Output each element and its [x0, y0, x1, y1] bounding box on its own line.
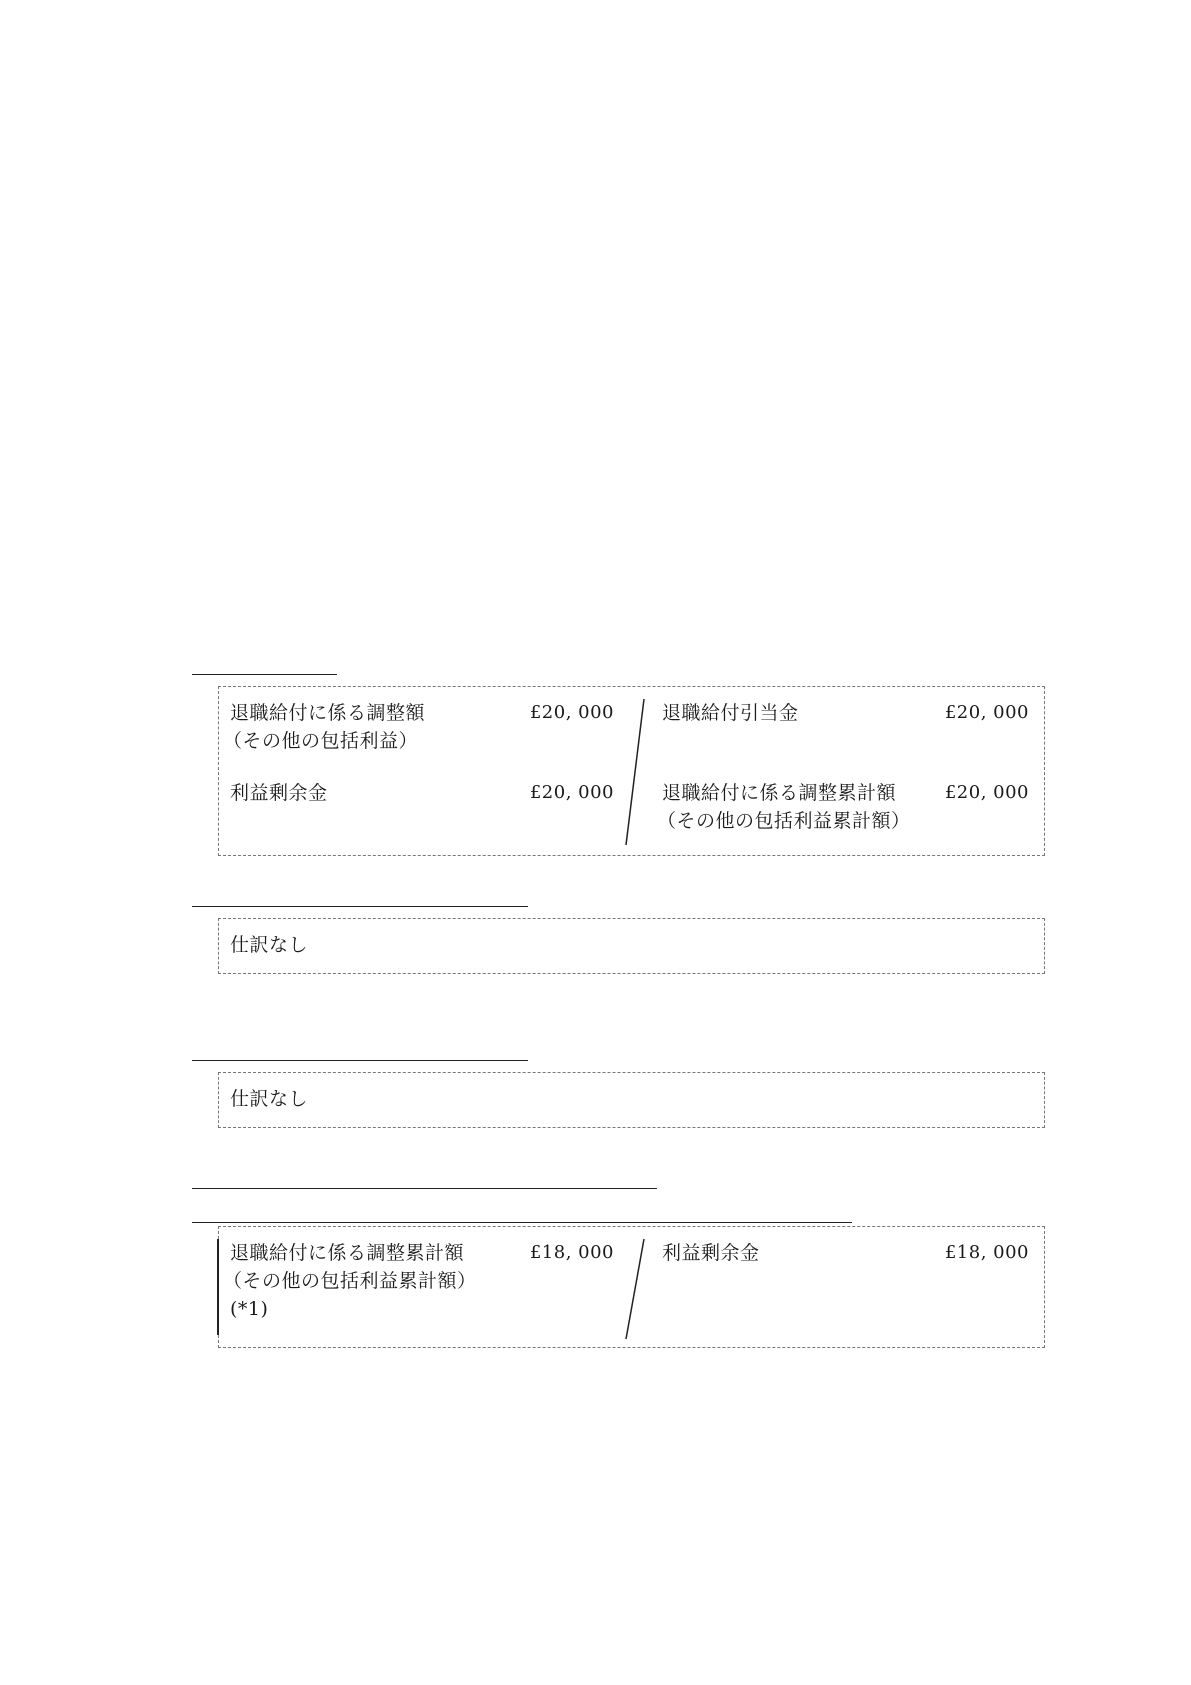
section-1-heading-rule [192, 674, 337, 675]
section-2-heading-rule [192, 906, 528, 907]
journal-entry-3 [218, 1072, 1045, 1128]
entry-4-credit-1-amount: £18, 000 [944, 1242, 1029, 1263]
entry-4-debit-1-note: （その他の包括利益累計額） [223, 1270, 477, 1292]
entry-1-debit-2-amount: £20, 000 [529, 782, 614, 803]
entry-4-credit-1-account: 利益剰余金 [662, 1242, 760, 1264]
journal-entry-4 [218, 1226, 1045, 1348]
entry-1-debit-1-account: 退職給付に係る調整額 [230, 702, 426, 724]
journal-entry-1 [218, 686, 1045, 856]
entry-1-credit-2-account: 退職給付に係る調整累計額 [662, 782, 897, 804]
entry-4-left-bar [217, 1239, 219, 1335]
section-3-heading-rule [192, 1060, 528, 1061]
entry-3-text: 仕訳なし [230, 1088, 309, 1110]
entry-1-credit-2-note: （その他の包括利益累計額） [657, 810, 911, 832]
section-4-heading-rule-2 [192, 1222, 852, 1223]
entry-4-divider-slash [624, 1239, 644, 1339]
entry-2-text: 仕訳なし [230, 934, 309, 956]
entry-1-debit-1-note: （その他の包括利益） [223, 730, 419, 752]
entry-1-credit-2-amount: £20, 000 [944, 782, 1029, 803]
entry-4-debit-1-amount: £18, 000 [529, 1242, 614, 1263]
entry-1-debit-1-amount: £20, 000 [529, 702, 614, 723]
entry-1-credit-1-account: 退職給付引当金 [662, 702, 799, 724]
entry-1-divider-slash [624, 699, 644, 845]
journal-entry-2 [218, 918, 1045, 974]
section-4-heading-rule-1 [192, 1188, 657, 1189]
entry-1-debit-2-account: 利益剰余金 [230, 782, 328, 804]
entry-4-debit-1-note2: (*1) [230, 1298, 269, 1320]
entry-4-debit-1-account: 退職給付に係る調整累計額 [230, 1242, 465, 1264]
entry-1-credit-1-amount: £20, 000 [944, 702, 1029, 723]
